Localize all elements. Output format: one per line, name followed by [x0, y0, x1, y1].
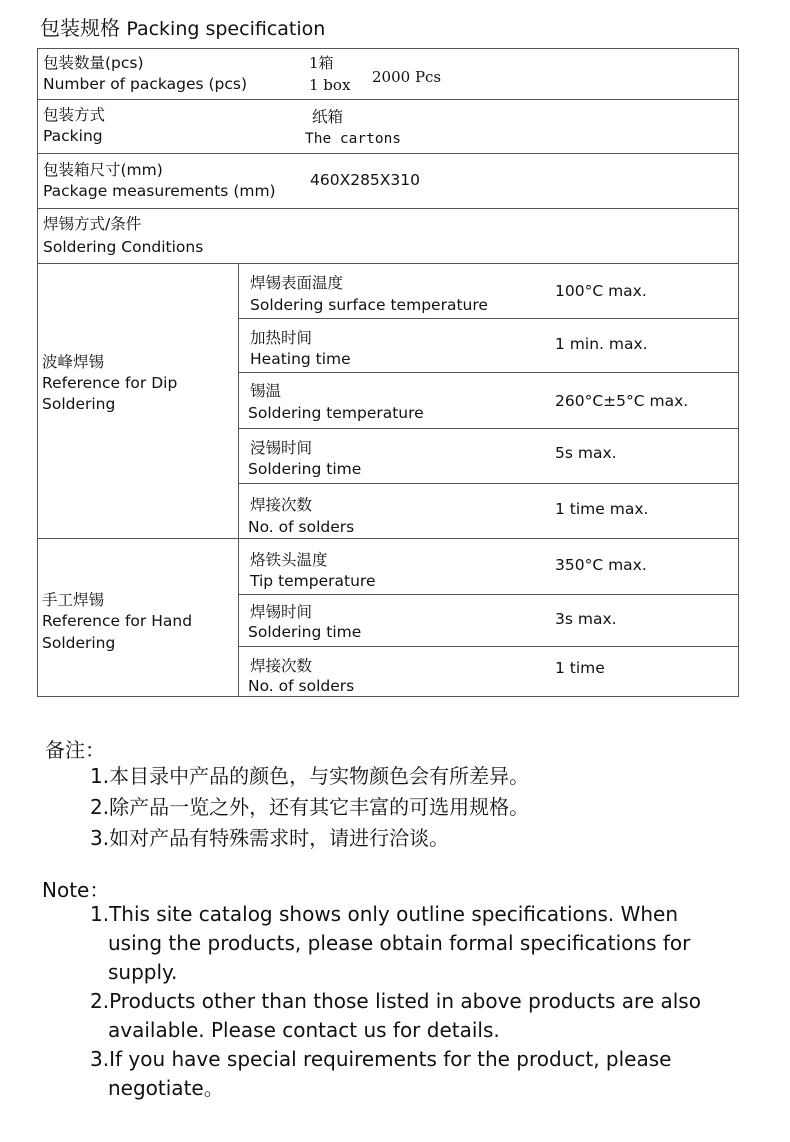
dip-item-cn: 浸锡时间: [250, 439, 313, 457]
packing-label-cn: 包装方式: [43, 106, 106, 124]
row-divider: [37, 153, 739, 154]
hand-item-cn: 焊接次数: [250, 657, 313, 675]
dip-item-value: 260°C±5°C max.: [555, 392, 689, 410]
quantity-label-en: Number of packages (pcs): [43, 75, 248, 93]
soldering-label-en: Soldering Conditions: [43, 238, 204, 256]
row-divider: [37, 208, 739, 209]
packing-label-en: Packing: [43, 127, 103, 145]
hand-item-value: 3s max.: [555, 610, 617, 628]
measurement-label-en: Package measurements (mm): [43, 182, 276, 200]
dip-item-value: 1 time max.: [555, 500, 649, 518]
dip-item-value: 100°C max.: [555, 282, 647, 300]
quantity-value-en: 1 box: [309, 76, 351, 94]
dip-group-cn: 波峰焊锡: [42, 353, 105, 371]
dip-item-en: No. of solders: [248, 518, 355, 536]
packing-value-en: The cartons: [305, 131, 402, 147]
hand-item-value: 350°C max.: [555, 556, 647, 574]
title-cn: 包装规格: [40, 16, 120, 40]
quantity-value-extra: 2000 Pcs: [372, 68, 442, 86]
quantity-label-cn: 包装数量(pcs): [43, 54, 144, 72]
note-en-line: 1.This site catalog shows only outline specifications. When: [90, 902, 679, 926]
hand-group-cn: 手工焊锡: [42, 591, 105, 609]
dip-group-en-2: Soldering: [42, 395, 116, 413]
hand-item-en: No. of solders: [248, 677, 355, 695]
dip-item-en: Heating time: [250, 350, 351, 368]
dip-item-en: Soldering surface temperature: [250, 296, 488, 314]
row-divider: [37, 99, 739, 100]
row-divider: [238, 372, 739, 373]
soldering-label-cn: 焊锡方式/条件: [43, 215, 142, 233]
column-divider: [238, 263, 239, 697]
dip-item-cn: 加热时间: [250, 329, 313, 347]
row-divider: [238, 483, 739, 484]
dip-item-cn: 焊接次数: [250, 496, 313, 514]
note-en-line: 2.Products other than those listed in above products are also: [90, 989, 701, 1013]
note-cn-item: 3.如对产品有特殊需求时，请进行洽谈。: [90, 826, 450, 850]
measurement-label-cn: 包装箱尺寸(mm): [43, 161, 163, 179]
note-en-line: supply.: [108, 960, 178, 984]
hand-item-en: Soldering time: [248, 623, 362, 641]
dip-group-en-1: Reference for Dip: [42, 374, 178, 392]
dip-item-en: Soldering time: [248, 460, 362, 478]
dip-item-value: 1 min. max.: [555, 335, 648, 353]
hand-item-cn: 焊锡时间: [250, 603, 313, 621]
hand-item-value: 1 time: [555, 659, 605, 677]
page-title: [40, 12, 325, 41]
note-cn-item: 2.除产品一览之外，还有其它丰富的可选用规格。: [90, 795, 530, 819]
measurement-value: 460X285X310: [310, 171, 420, 189]
title-en: Packing specification: [126, 18, 326, 40]
note-cn-item: 1.本目录中产品的颜色，与实物颜色会有所差异。: [90, 764, 530, 788]
row-divider: [238, 646, 739, 647]
dip-item-cn: 焊锡表面温度: [250, 274, 344, 292]
notes-en-heading: Note：: [42, 878, 110, 902]
hand-group-en-2: Soldering: [42, 634, 116, 652]
row-divider: [238, 318, 739, 319]
quantity-value-cn: 1箱: [309, 54, 334, 72]
hand-item-en: Tip temperature: [250, 572, 376, 590]
row-divider: [238, 428, 739, 429]
dip-item-cn: 锡温: [250, 382, 282, 400]
row-divider: [37, 538, 739, 539]
row-divider: [37, 263, 739, 264]
hand-group-en-1: Reference for Hand: [42, 612, 193, 630]
note-en-line: negotiate。: [108, 1076, 224, 1100]
note-en-line: 3.If you have special requirements for the product, please: [90, 1047, 672, 1071]
dip-item-value: 5s max.: [555, 444, 617, 462]
hand-item-cn: 烙铁头温度: [250, 551, 328, 569]
dip-item-en: Soldering temperature: [248, 404, 424, 422]
note-en-line: available. Please contact us for details.: [108, 1018, 500, 1042]
packing-value-cn: 纸箱: [312, 108, 344, 126]
notes-cn-heading: 备注：: [45, 738, 105, 762]
row-divider: [238, 594, 739, 595]
note-en-line: using the products, please obtain formal specifications for: [108, 931, 691, 955]
